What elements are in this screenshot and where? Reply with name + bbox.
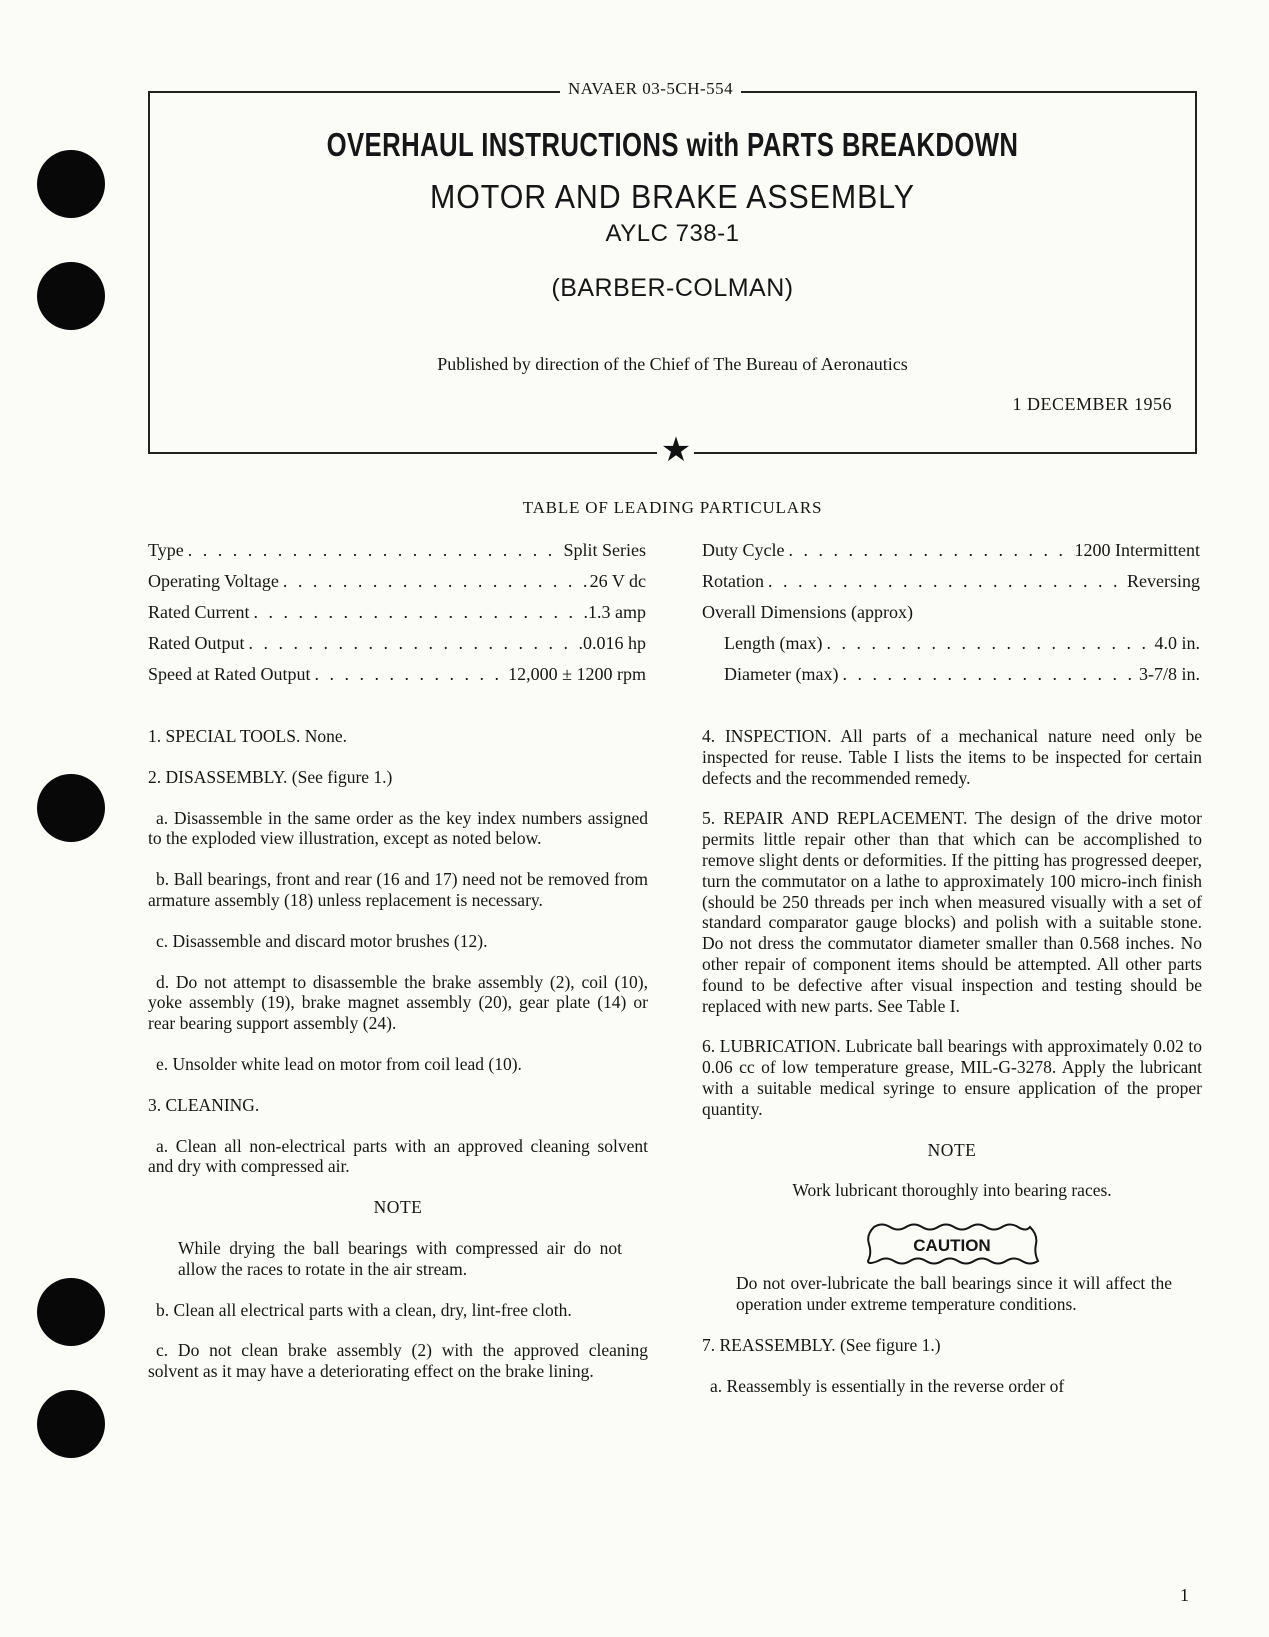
document-subtitle: MOTOR AND BRAKE ASSEMBLY	[430, 178, 915, 215]
document-title: OVERHAUL INSTRUCTIONS with PARTS BREAKDOWN	[326, 126, 1019, 163]
particular-row	[148, 662, 646, 686]
section-reassembly: 7. REASSEMBLY. (See figure 1.)	[702, 1334, 941, 1355]
particular-row	[148, 631, 646, 655]
published-by: Published by direction of the Chief of The Bureau of Aeronautics	[437, 354, 908, 374]
paragraph: d. Do not attempt to disassemble the brake assembly (2), coil (10), yoke assembly (19), brake magnet assembly (20), gear plate (14) or rear bearing support assembly (24).	[148, 971, 648, 1034]
header-frame-left	[148, 91, 150, 453]
paragraph: b. Ball bearings, front and rear (16 and 17) need not be removed from armature assembly (18) unless replacement is necessary.	[148, 869, 648, 910]
dimensions-heading: Overall Dimensions (approx)	[702, 602, 913, 622]
particular-value: 1.3 amp	[588, 602, 646, 622]
particular-value: 12,000 ± 1200 rpm	[508, 664, 646, 684]
document-number: NAVAER 03-5CH-554	[560, 79, 741, 99]
particular-value: 0.016 hp	[583, 633, 646, 653]
paragraph: b. Clean all electrical parts with a clean, dry, lint-free cloth.	[156, 1299, 572, 1320]
particular-label: Length (max)	[724, 633, 823, 653]
section-inspection: 4. INSPECTION. All parts of a mechanical nature need only be inspected for reuse. Table I lists the items to be inspected for certain defects and the recommended remedy.	[702, 726, 1202, 788]
paragraph: c. Do not clean brake assembly (2) with the approved cleaning solvent as it may have a deteriorating effect on the brake lining.	[148, 1340, 648, 1382]
particular-row	[148, 600, 646, 624]
left-column	[148, 726, 648, 1402]
paragraph: e. Unsolder white lead on motor from coil lead (10).	[156, 1053, 522, 1074]
particular-label: Type	[148, 540, 184, 560]
binder-hole	[37, 774, 105, 842]
note-body: Work lubricant thoroughly into bearing races.	[792, 1180, 1112, 1201]
particular-row	[148, 538, 646, 562]
section-special-tools: 1. SPECIAL TOOLS. None.	[148, 726, 347, 746]
note-heading: NOTE	[927, 1139, 977, 1160]
section-disassembly: 2. DISASSEMBLY. (See figure 1.)	[148, 766, 393, 787]
particular-value: 1200 Intermittent	[1074, 540, 1200, 560]
header-frame-right	[1195, 91, 1197, 453]
paragraph: a. Clean all non-electrical parts with an approved cleaning solvent and dry with compressed air.	[148, 1135, 648, 1177]
binder-hole	[37, 1278, 105, 1346]
binder-hole	[37, 1390, 105, 1458]
particular-value: 3-7/8 in.	[1139, 664, 1200, 684]
manufacturer: (BARBER-COLMAN)	[551, 274, 794, 302]
note-body: While drying the ball bearings with compressed air do not allow the races to rotate in the air stream.	[178, 1237, 622, 1279]
star-icon: ★	[660, 430, 692, 470]
header-frame-bottom	[148, 452, 657, 454]
binder-hole	[37, 150, 105, 218]
right-column	[702, 726, 1202, 1416]
caution-box	[702, 1221, 1202, 1267]
particular-label: Operating Voltage	[148, 571, 279, 591]
particular-value: 26 V dc	[589, 571, 646, 591]
caution-frame	[860, 1221, 1044, 1267]
paragraph: a. Disassemble in the same order as the key index numbers assigned to the exploded view illustration, except as noted below.	[148, 807, 648, 849]
particular-label: Rotation	[702, 571, 764, 591]
section-cleaning: 3. CLEANING.	[148, 1094, 260, 1115]
particular-row	[148, 569, 646, 593]
particular-row	[702, 569, 1200, 593]
particular-value: Reversing	[1127, 571, 1200, 591]
particular-label: Diameter (max)	[724, 664, 839, 684]
model-number: AYLC 738-1	[605, 220, 740, 247]
particular-label: Duty Cycle	[702, 540, 785, 560]
note-heading: NOTE	[373, 1197, 423, 1218]
header-frame-bottom	[694, 452, 1197, 454]
caution-label: CAUTION	[913, 1236, 991, 1256]
section-repair: 5. REPAIR AND REPLACEMENT. The design of the drive motor permits little repair other than that which can be accomplished to remove slight dents or deformities. If the pitting has progressed deeper, turn the commutator on a lathe to approximately 100 micro-inch finish (should be 250 threads per inch when measured visually with a set of standard comparator gauge blocks) and polish with a suitable stone. Do not dress the commutator diameter smaller than 0.568 inches. No other repair of component items should be attempted. All other parts found to be defective after visual inspection and testing should be replaced with new parts. See Table I.	[702, 808, 1202, 1016]
section-lubrication: 6. LUBRICATION. Lubricate ball bearings with approximately 0.02 to 0.06 cc of low temperature grease, MIL-G-3278. Apply the lubricant with a suitable medical syringe to ensure application of the proper quantity.	[702, 1036, 1202, 1119]
particular-row	[702, 538, 1200, 562]
paragraph: a. Reassembly is essentially in the reverse order of	[710, 1375, 1065, 1396]
paragraph: c. Disassemble and discard motor brushes (12).	[156, 930, 488, 951]
particular-label: Rated Current	[148, 602, 250, 622]
publication-date: 1 DECEMBER 1956	[1012, 394, 1172, 414]
caution-body: Do not over-lubricate the ball bearings since it will affect the operation under extreme temperature conditions.	[736, 1273, 1172, 1314]
particular-label: Rated Output	[148, 633, 245, 653]
page-number: 1	[1180, 1585, 1189, 1605]
particular-value: 4.0 in.	[1154, 633, 1200, 653]
particular-row	[724, 631, 1200, 655]
binder-hole	[37, 262, 105, 330]
particulars-heading: TABLE OF LEADING PARTICULARS	[522, 498, 823, 517]
particular-value: Split Series	[563, 540, 646, 560]
particular-label: Speed at Rated Output	[148, 664, 311, 684]
particular-row	[724, 662, 1200, 686]
